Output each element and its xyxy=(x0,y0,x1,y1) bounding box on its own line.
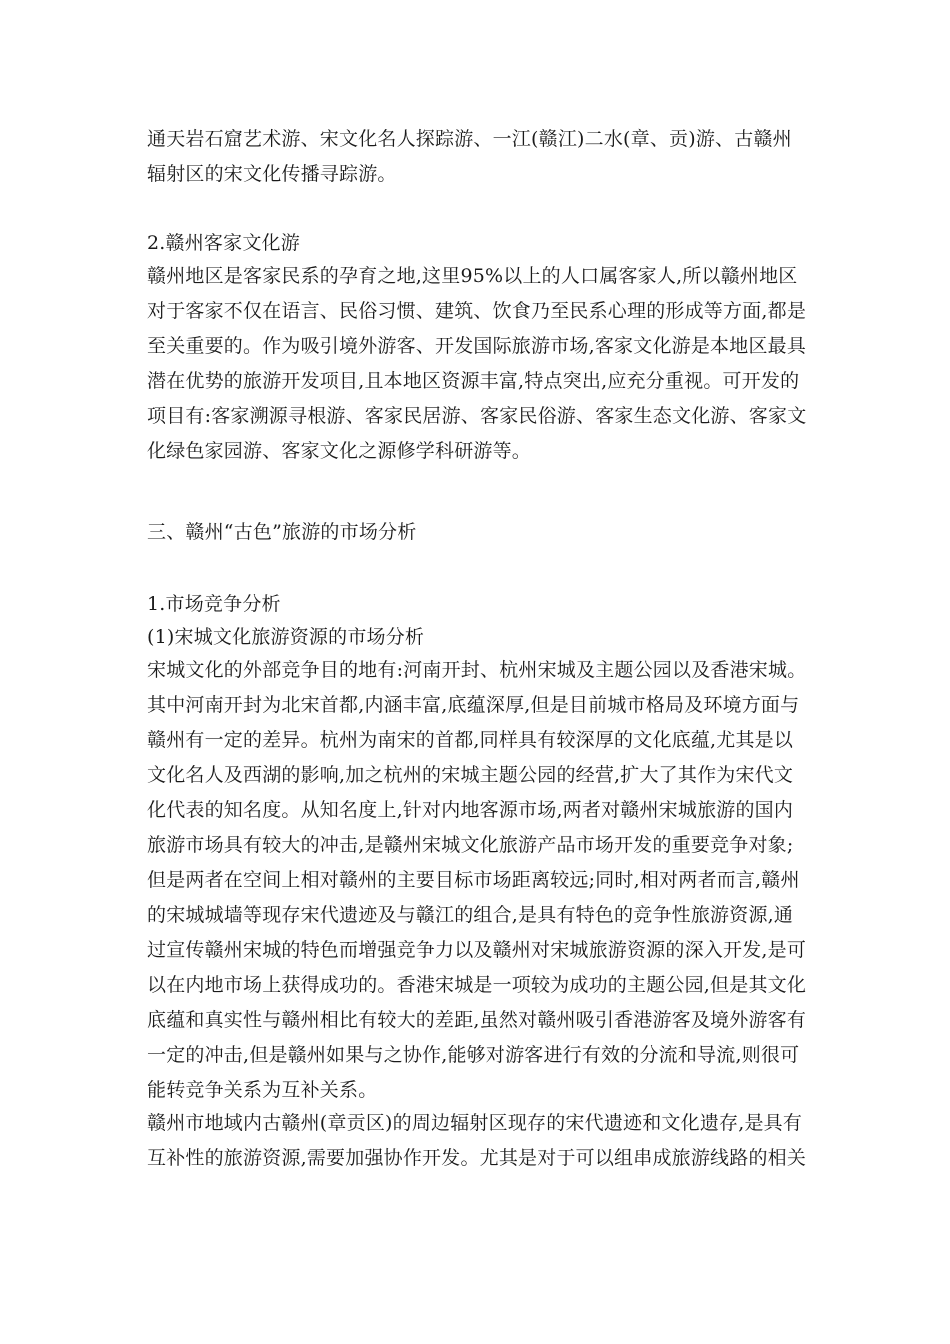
section-heading: 三、赣州“古色”旅游的市场分析 xyxy=(147,521,417,543)
text-line: 潜在优势的旅游开发项目,且本地区资源丰富,特点突出,应充分重视。可开发的 xyxy=(147,370,800,392)
text-line: 互补性的旅游资源,需要加强协作开发。尤其是对于可以组串成旅游线路的相关 xyxy=(147,1147,807,1169)
section-heading: 1.市场竞争分析 xyxy=(147,593,281,615)
text-line: 至关重要的。作为吸引境外游客、开发国际旅游市场,客家文化游是本地区最具 xyxy=(147,335,807,357)
text-line: 宋城文化的外部竞争目的地有:河南开封、杭州宋城及主题公园以及香港宋城。 xyxy=(147,659,807,681)
text-line: 辐射区的宋文化传播寻踪游。 xyxy=(147,163,397,185)
text-line: 通天岩石窟艺术游、宋文化名人探踪游、一江(赣江)二水(章、贡)游、古赣州 xyxy=(147,128,792,150)
text-line: 以在内地市场上获得成功的。香港宋城是一项较为成功的主题公园,但是其文化 xyxy=(147,974,807,996)
text-line: 赣州市地域内古赣州(章贡区)的周边辐射区现存的宋代遗迹和文化遗存,是具有 xyxy=(147,1112,803,1134)
text-line: 项目有:客家溯源寻根游、客家民居游、客家民俗游、客家生态文化游、客家文 xyxy=(147,405,807,427)
text-line: 一定的冲击,但是赣州如果与之协作,能够对游客进行有效的分流和导流,则很可 xyxy=(147,1044,800,1066)
text-line: 但是两者在空间上相对赣州的主要目标市场距离较远;同时,相对两者而言,赣州 xyxy=(147,869,800,891)
text-line: 赣州有一定的差异。杭州为南宋的首都,同样具有较深厚的文化底蕴,尤其是以 xyxy=(147,729,794,751)
section-heading: 2.赣州客家文化游 xyxy=(147,232,300,254)
text-line: 赣州地区是客家民系的孕育之地,这里95%以上的人口属客家人,所以赣州地区 xyxy=(147,265,798,287)
text-line: 的宋城城墙等现存宋代遗迹及与赣江的组合,是具有特色的竞争性旅游资源,通 xyxy=(147,904,794,926)
text-line: 过宣传赣州宋城的特色而增强竞争力以及赣州对宋城旅游资源的深入开发,是可 xyxy=(147,939,807,961)
text-line: 旅游市场具有较大的冲击,是赣州宋城文化旅游产品市场开发的重要竞争对象; xyxy=(147,834,794,856)
text-line: 化绿色家园游、客家文化之源修学科研游等。 xyxy=(147,440,532,462)
text-line: 其中河南开封为北宋首都,内涵丰富,底蕴深厚,但是目前城市格局及环境方面与 xyxy=(147,694,800,716)
text-line: 对于客家不仅在语言、民俗习惯、建筑、饮食乃至民系心理的形成等方面,都是 xyxy=(147,300,807,322)
text-line: 底蕴和真实性与赣州相比有较大的差距,虽然对赣州吸引香港游客及境外游客有 xyxy=(147,1009,807,1031)
text-line: 能转竞争关系为互补关系。 xyxy=(147,1079,378,1101)
text-line: 文化名人及西湖的影响,加之杭州的宋城主题公园的经营,扩大了其作为宋代文 xyxy=(147,764,794,786)
text-line: 化代表的知名度。从知名度上,针对内地客源市场,两者对赣州宋城旅游的国内 xyxy=(147,799,794,821)
subsection-heading: (1)宋城文化旅游资源的市场分析 xyxy=(147,626,425,648)
